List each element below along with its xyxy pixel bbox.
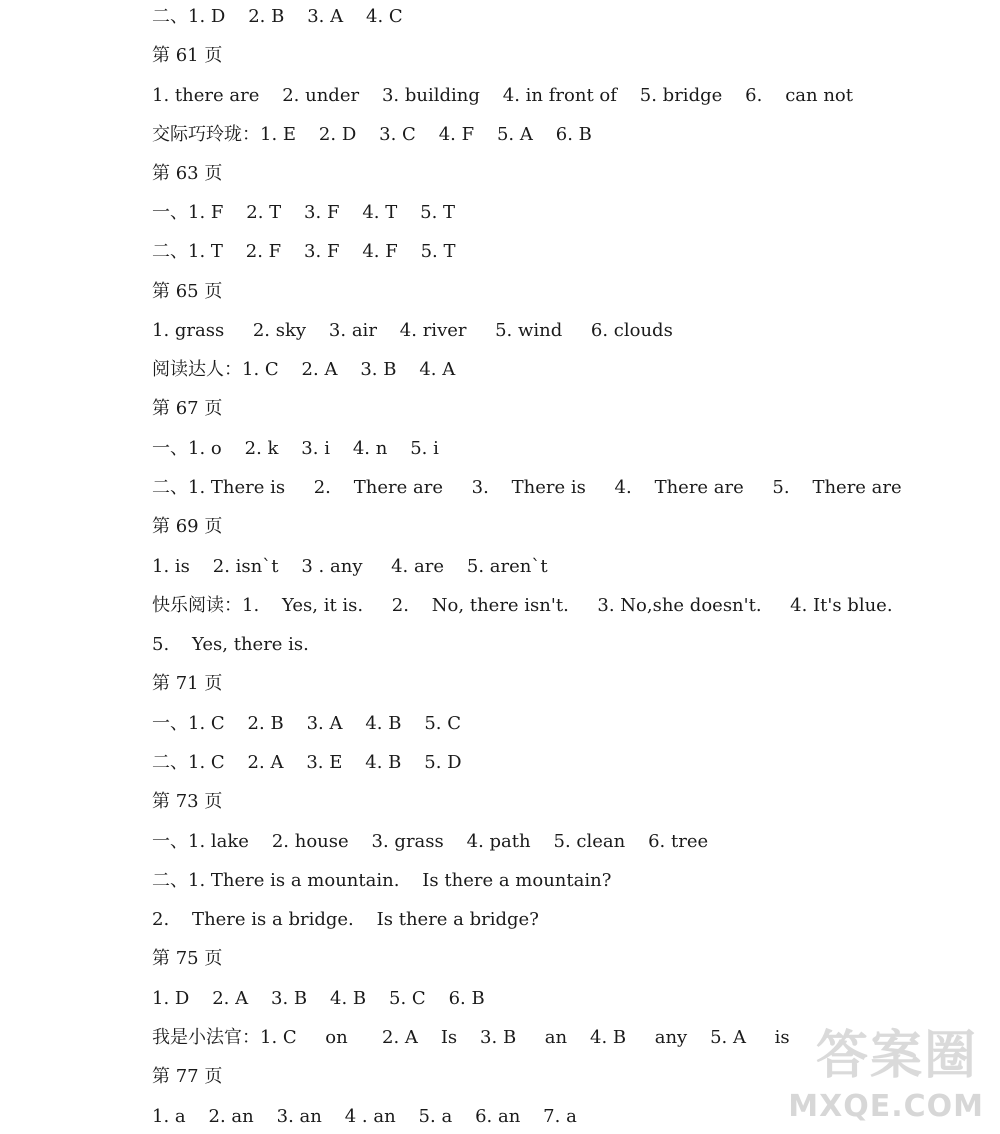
answer-line: 二、1. There is a mountain. Is there a mountain? [152, 870, 612, 891]
watermark-domain-text: MXQE.COM [788, 1089, 984, 1124]
answer-line: 1. D 2. A 3. B 4. B 5. C 6. B [152, 988, 485, 1009]
answer-line: 一、1. o 2. k 3. i 4. n 5. i [152, 438, 439, 459]
answer-line: 阅读达人：1. C 2. A 3. B 4. A [152, 359, 456, 380]
page-heading: 第 75 页 [152, 948, 223, 969]
answer-line: 二、1. D 2. B 3. A 4. C [152, 6, 403, 27]
answer-line: 一、1. C 2. B 3. A 4. B 5. C [152, 713, 462, 734]
page-heading: 第 61 页 [152, 45, 223, 66]
answer-line: 我是小法官：1. C on 2. A Is 3. B an 4. B any 5. A is [152, 1027, 790, 1048]
site-watermark [788, 1000, 994, 1130]
answer-line: 快乐阅读：1. Yes, it is. 2. No, there isn't. 3. No,she doesn't. 4. It's blue. [152, 595, 893, 616]
answer-line: 1. a 2. an 3. an 4 . an 5. a 6. an 7. a [152, 1106, 577, 1127]
page-heading: 第 67 页 [152, 398, 223, 419]
page-heading: 第 73 页 [152, 791, 223, 812]
watermark-logo-text: 答案圈 [815, 1026, 978, 1086]
answer-line: 交际巧玲珑：1. E 2. D 3. C 4. F 5. A 6. B [152, 124, 592, 145]
answer-line: 1. there are 2. under 3. building 4. in front of 5. bridge 6. can not [152, 85, 853, 106]
answer-line: 2. There is a bridge. Is there a bridge? [152, 909, 539, 930]
page-heading: 第 77 页 [152, 1066, 223, 1087]
page-heading: 第 69 页 [152, 516, 223, 537]
page-heading: 第 63 页 [152, 163, 223, 184]
answer-line: 一、1. F 2. T 3. F 4. T 5. T [152, 202, 456, 223]
answer-line: 5. Yes, there is. [152, 634, 309, 655]
answer-line: 二、1. C 2. A 3. E 4. B 5. D [152, 752, 462, 773]
answer-line: 二、1. T 2. F 3. F 4. F 5. T [152, 241, 456, 262]
answer-line: 1. is 2. isn`t 3 . any 4. are 5. aren`t [152, 556, 548, 577]
page-heading: 第 71 页 [152, 673, 223, 694]
page-heading: 第 65 页 [152, 281, 223, 302]
answer-line: 一、1. lake 2. house 3. grass 4. path 5. clean 6. tree [152, 831, 709, 852]
answer-line: 二、1. There is 2. There are 3. There is 4. There are 5. There are [152, 477, 902, 498]
answer-line: 1. grass 2. sky 3. air 4. river 5. wind 6. clouds [152, 320, 673, 341]
